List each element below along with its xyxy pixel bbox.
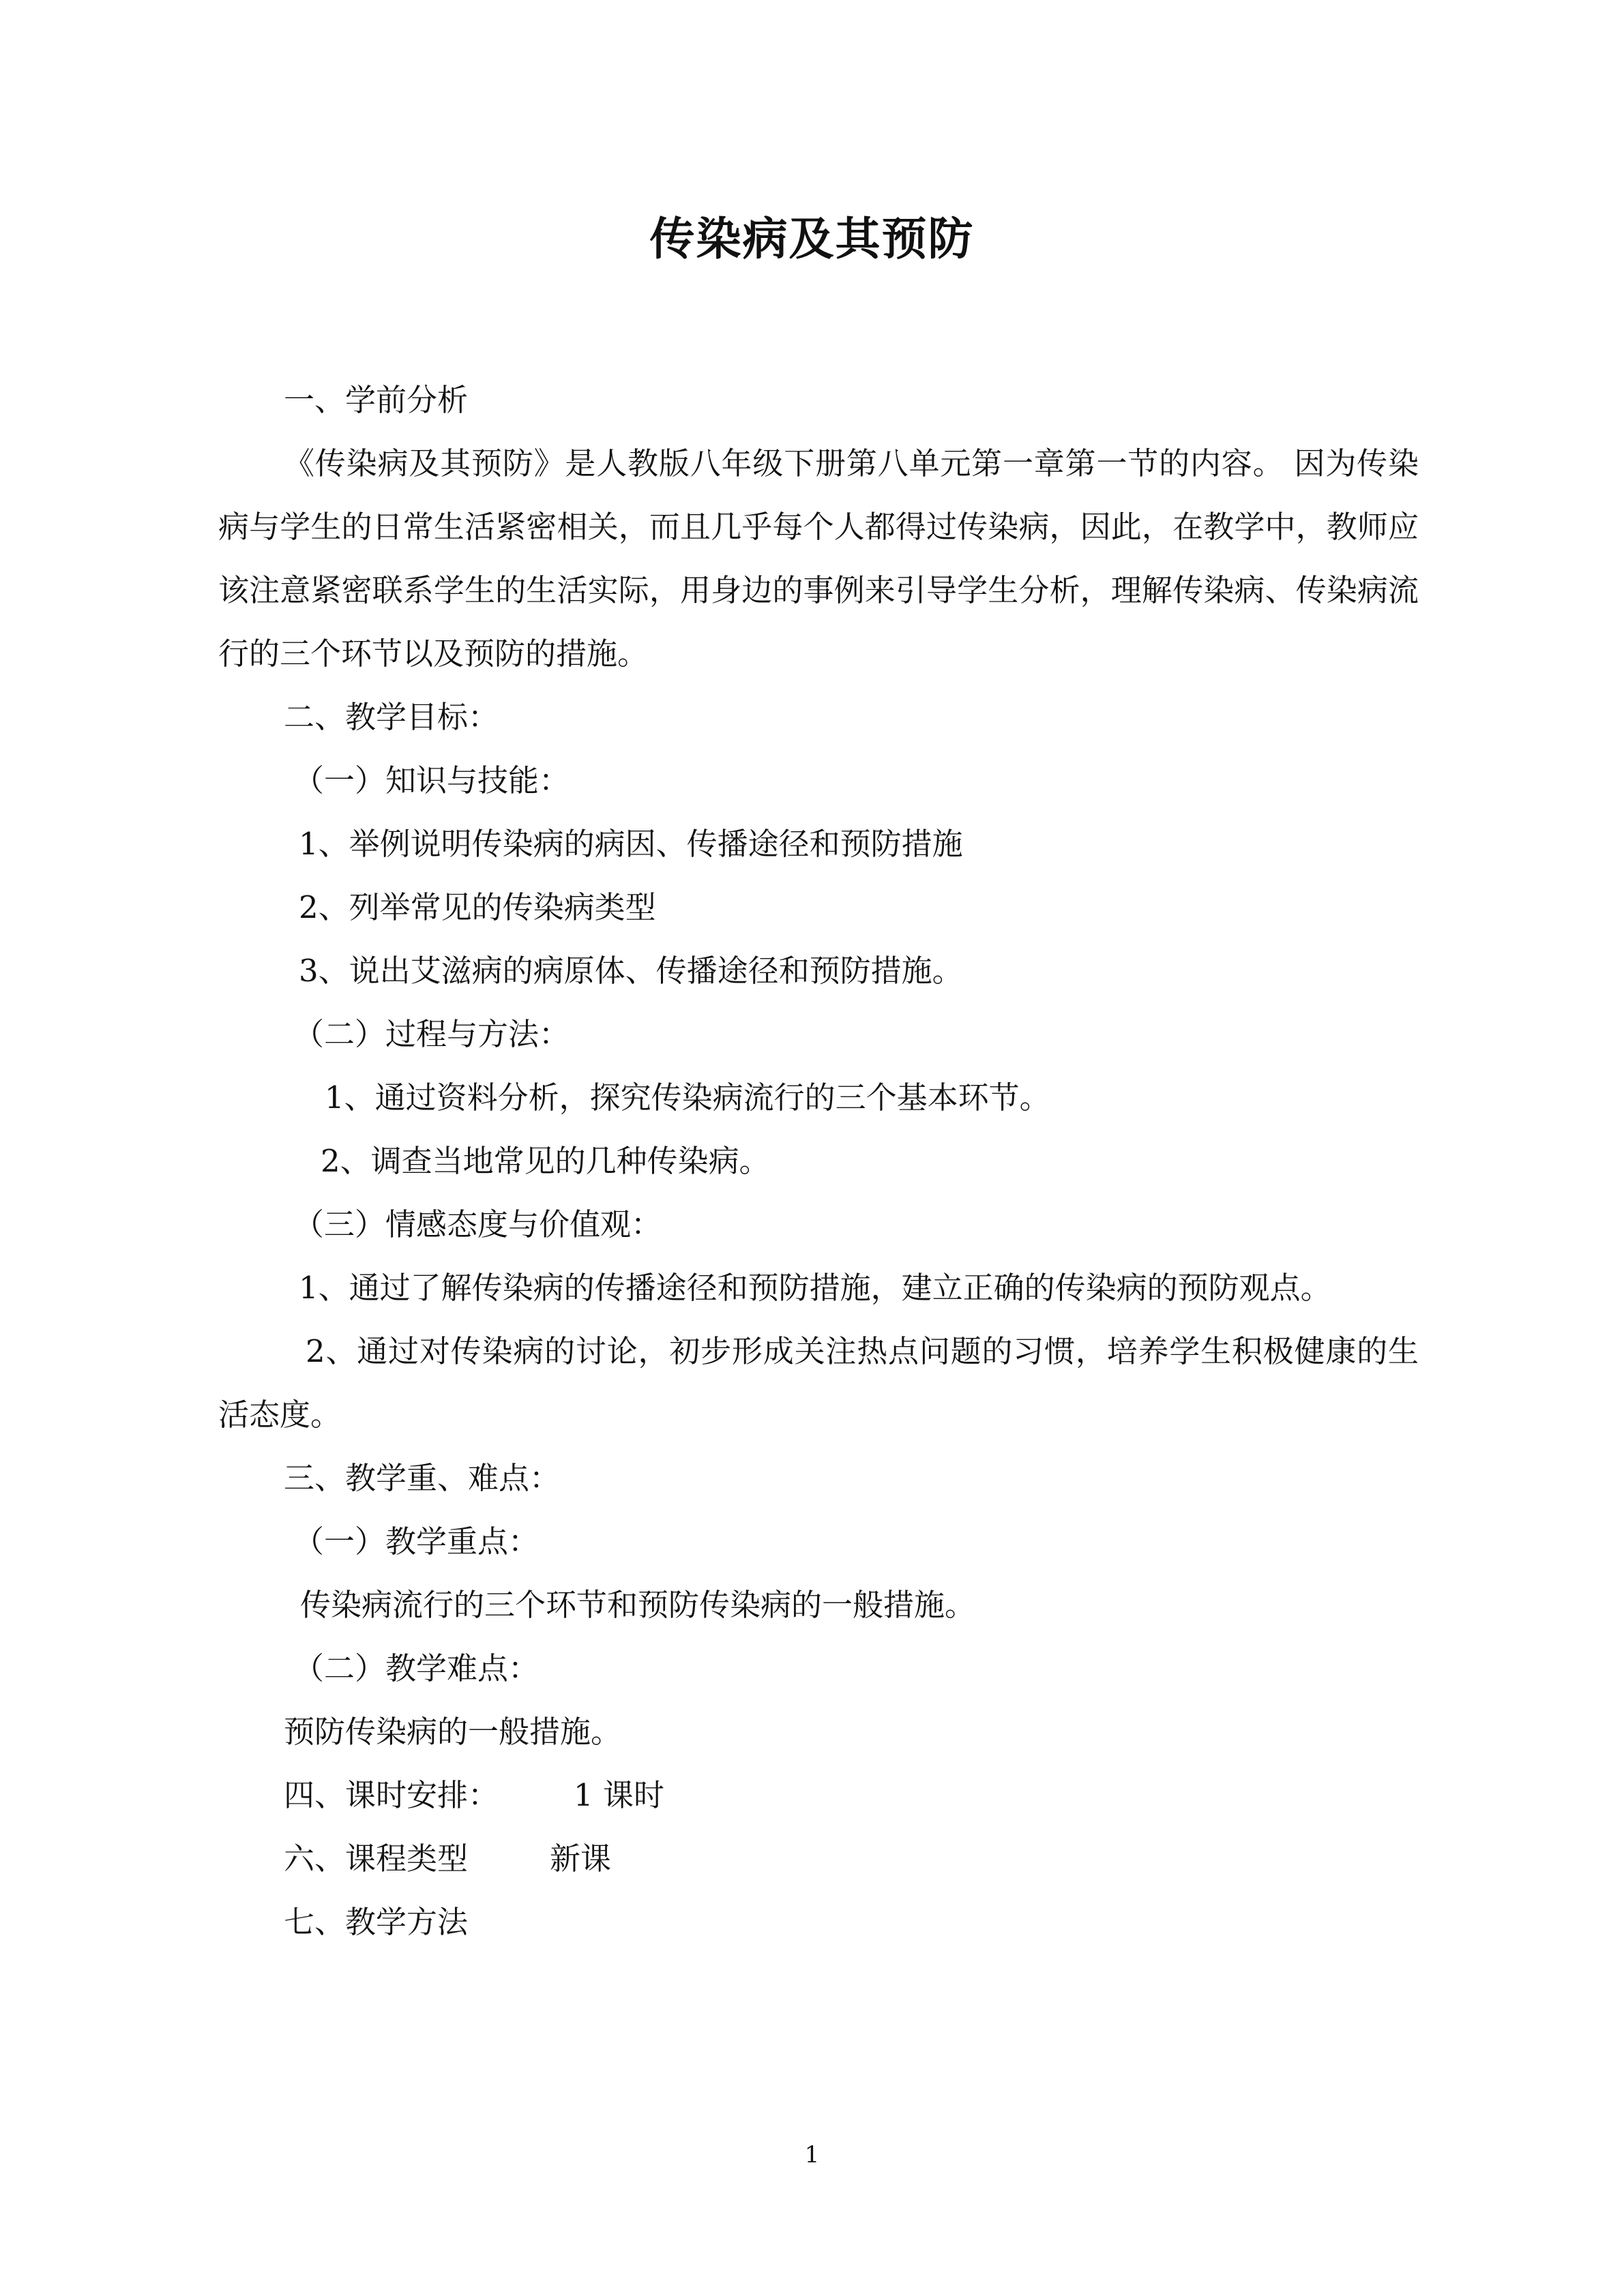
key-point-text: 传染病流行的三个环节和预防传染病的一般措施。 [300,1587,976,1623]
list-item-knowledge-2: 2、列举常见的传染病类型 [299,889,656,925]
subheading-knowledge-skills: （一）知识与技能： [293,762,570,799]
subheading-difficult-point: （二）教学难点： [293,1650,540,1686]
list-item-knowledge-1: 1、举例说明传染病的病因、传播途径和预防措施 [299,826,963,862]
class-hours-label: 四、课时安排： [284,1777,499,1813]
subheading-key-point: （一）教学重点： [293,1523,540,1560]
list-item-attitude-1: 1、通过了解传染病的传播途径和预防措施，建立正确的传染病的预防观点。 [299,1270,1331,1306]
section-heading-pre-analysis: 一、学前分析 [284,382,469,418]
course-type-row [218,1827,1419,1890]
list-item-process-1: 1、通过资料分析，探究传染病流行的三个基本环节。 [325,1079,1050,1116]
class-hours-row [218,1763,1419,1827]
pre-analysis-paragraph: 《传染病及其预防》是人教版八年级下册第八单元第一章第一节的内容。 因为传染病与学生的日常生活紧密相关，而且几乎每个人都得过传染病，因此，在教学中，教师应该注意紧密联系学生的生活实际，用身边的事例来引导学生分析，理解传染病、传染病流行的三个环节以及预防的措施。 [218,445,1419,672]
page-number: 1 [804,2141,820,2168]
document-body [218,368,1419,1954]
document-title: 传染病及其预防 [649,212,975,265]
list-item-knowledge-3: 3、说出艾滋病的病原体、传播途径和预防措施。 [299,953,963,989]
section-heading-key-points: 三、教学重、难点： [284,1460,561,1496]
list-item-attitude-2: 2、通过对传染病的讨论，初步形成关注热点问题的习惯，培养学生积极健康的生活态度。 [218,1333,1419,1433]
course-type-label: 六、课程类型 [284,1840,469,1877]
course-type-value: 新课 [550,1840,612,1877]
class-hours-value: 1 课时 [574,1777,664,1813]
list-item-process-2: 2、调查当地常见的几种传染病。 [321,1143,770,1179]
subheading-attitudes-values: （三）情感态度与价值观： [293,1206,662,1242]
subheading-process-methods: （二）过程与方法： [293,1016,570,1052]
difficult-point-text: 预防传染病的一般措施。 [284,1714,622,1750]
section-heading-teaching-goals: 二、教学目标： [284,699,499,735]
section-heading-teaching-methods: 七、教学方法 [284,1904,469,1940]
